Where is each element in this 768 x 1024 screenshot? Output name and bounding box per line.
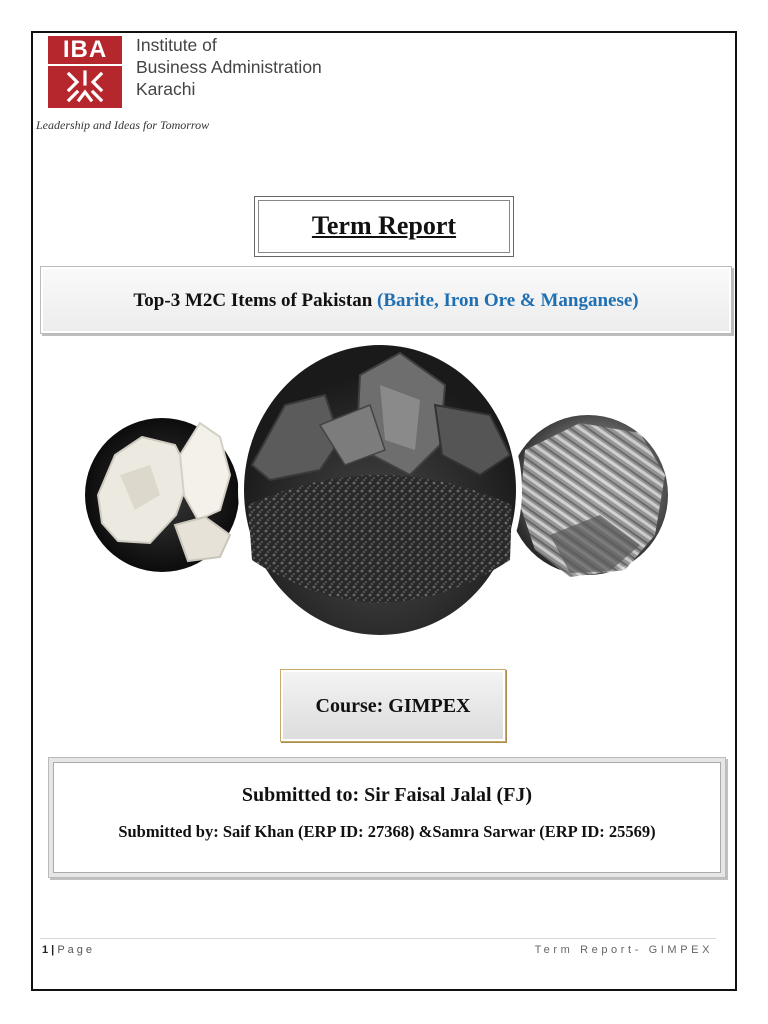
footer-report-label: Term Report- GIMPEX <box>534 944 713 956</box>
topic-banner <box>40 266 732 334</box>
page-number: 1 <box>42 944 49 956</box>
logo-letters: IBA <box>62 36 108 63</box>
topic-highlight-text: (Barite, Iron Ore & Manganese) <box>377 290 639 311</box>
logo-line-3: Karachi <box>136 79 196 99</box>
logo-institution-name <box>136 34 322 100</box>
report-title: Term Report <box>254 196 514 257</box>
submission-box <box>48 757 726 878</box>
page-word: Page <box>57 944 96 956</box>
topic-main-text: Top-3 M2C Items of Pakistan <box>133 290 378 311</box>
footer-page-number <box>42 944 95 956</box>
manganese-image <box>508 415 668 577</box>
barite-image <box>85 418 239 572</box>
submitted-by: Submitted by: Saif Khan (ERP ID: 27368) &Samra Sarwar (ERP ID: 25569) <box>118 822 656 841</box>
iron-ore-image <box>238 345 522 635</box>
logo-line-2: Business Administration <box>136 57 322 77</box>
footer-divider <box>40 938 716 939</box>
course-label: Course: GIMPEX <box>280 669 506 742</box>
logo-line-1: Institute of <box>136 35 217 55</box>
submitted-to: Submitted to: Sir Faisal Jalal (FJ) <box>241 784 533 806</box>
iba-logo <box>36 35 378 136</box>
page-separator: | <box>48 944 58 956</box>
logo-tagline: Leadership and Ideas for Tomorrow <box>36 118 210 132</box>
logo-red-box <box>48 36 122 108</box>
iba-emblem-icon <box>65 70 105 104</box>
minerals-image <box>80 345 680 635</box>
logo-divider <box>48 64 122 66</box>
